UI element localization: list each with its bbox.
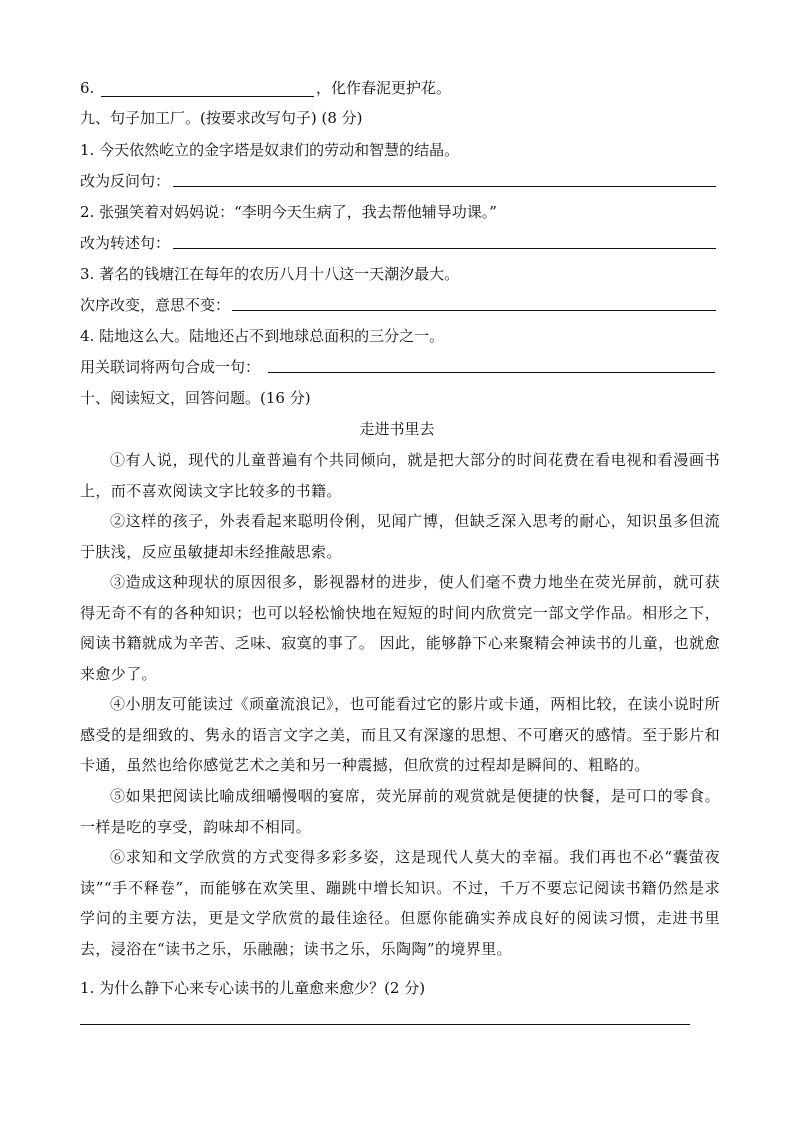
fill-blank-6-suffix: ，化作春泥更护花。	[316, 79, 452, 97]
section9-item4-prompt: 用关联词将两句合成一句：	[80, 358, 261, 376]
section9-heading: 九、句子加工厂。(按要求改写句子) (8 分)	[80, 109, 363, 127]
question1-answer-line[interactable]	[80, 1024, 690, 1025]
section9-item1-sentence: 1. 今天依然屹立的金字塔是奴隶们的劳动和智慧的结晶。	[80, 141, 460, 159]
section9-item1-answer-line[interactable]	[173, 186, 716, 187]
section9-item2-prompt: 改为转述句：	[80, 234, 171, 252]
section9-item3-answer-line[interactable]	[232, 310, 716, 311]
section9-item1-prompt: 改为反问句：	[80, 172, 171, 190]
article-paragraph-5: ⑤如果把阅读比喻成细嚼慢咽的宴席，荧光屏前的观赏就是便捷的快餐，是可口的零食。一样是吃的享受，韵味却不相同。	[80, 787, 720, 836]
fill-blank-6-answer-line[interactable]	[101, 96, 314, 97]
article-title: 走进书里去	[359, 420, 435, 438]
article-paragraph-3: ③造成这种现状的原因很多，影视器材的进步，使人们毫不费力地坐在荧光屏前，就可获得无奇不有的各种知识；也可以轻松愉快地在短短的时间内欣赏完一部文学作品。相形之下，阅读书籍就成为辛苦、乏味、寂寞的事了。 因此，能够静下心来聚精会神读书的儿童，也就愈来愈少了。	[80, 573, 720, 683]
section9-item4-answer-line[interactable]	[268, 372, 715, 373]
article-paragraph-6: ⑥求知和文学欣赏的方式变得多彩多姿，这是现代人莫大的幸福。我们再也不必“囊萤夜读”“手不释卷”，而能够在欢笑里、蹦跳中增长知识。不过，千万不要忘记阅读书籍仍然是求学问的主要方法，更是文学欣赏的最佳途径。但愿你能确实养成良好的阅读习惯，走进书里去，浸浴在“读书之乐，乐融融；读书之乐，乐陶陶”的境界里。	[80, 848, 720, 958]
section10-heading: 十、阅读短文，回答问题。(16 分)	[80, 389, 311, 407]
article-paragraph-2: ②这样的孩子，外表看起来聪明伶俐，见闻广博，但缺乏深入思考的耐心，知识虽多但流于肤浅，反应虽敏捷却未经推敲思索。	[80, 512, 720, 561]
article-paragraph-4: ④小朋友可能读过《顽童流浪记》，也可能看过它的影片或卡通，两相比较，在读小说时所感受的是细致的、隽永的语言文字之美，而且又有深邃的思想、不可磨灭的感情。至于影片和卡通，虽然也给你感觉艺术之美和另一种震撼，但欣赏的过程却是瞬间的、粗略的。	[80, 695, 720, 774]
section9-item4-sentence: 4. 陆地这么大。陆地还占不到地球总面积的三分之一。	[80, 327, 445, 345]
question1-text: 1. 为什么静下心来专心读书的儿童愈来愈少？(2 分)	[80, 979, 426, 997]
section9-item2-sentence: 2. 张强笑着对妈妈说：“李明今天生病了，我去帮他辅导功课。”	[80, 203, 497, 221]
section9-item2-answer-line[interactable]	[173, 248, 716, 249]
article-paragraph-1: ①有人说，现代的儿童普遍有个共同倾向，就是把大部分的时间花费在看电视和看漫画书上，而不喜欢阅读文字比较多的书籍。	[80, 451, 720, 500]
section9-item3-sentence: 3. 著名的钱塘江在每年的农历八月十八这一天潮汐最大。	[80, 265, 460, 283]
fill-blank-6-number: 6.	[80, 79, 95, 97]
section9-item3-prompt: 次序改变，意思不变：	[80, 296, 231, 314]
